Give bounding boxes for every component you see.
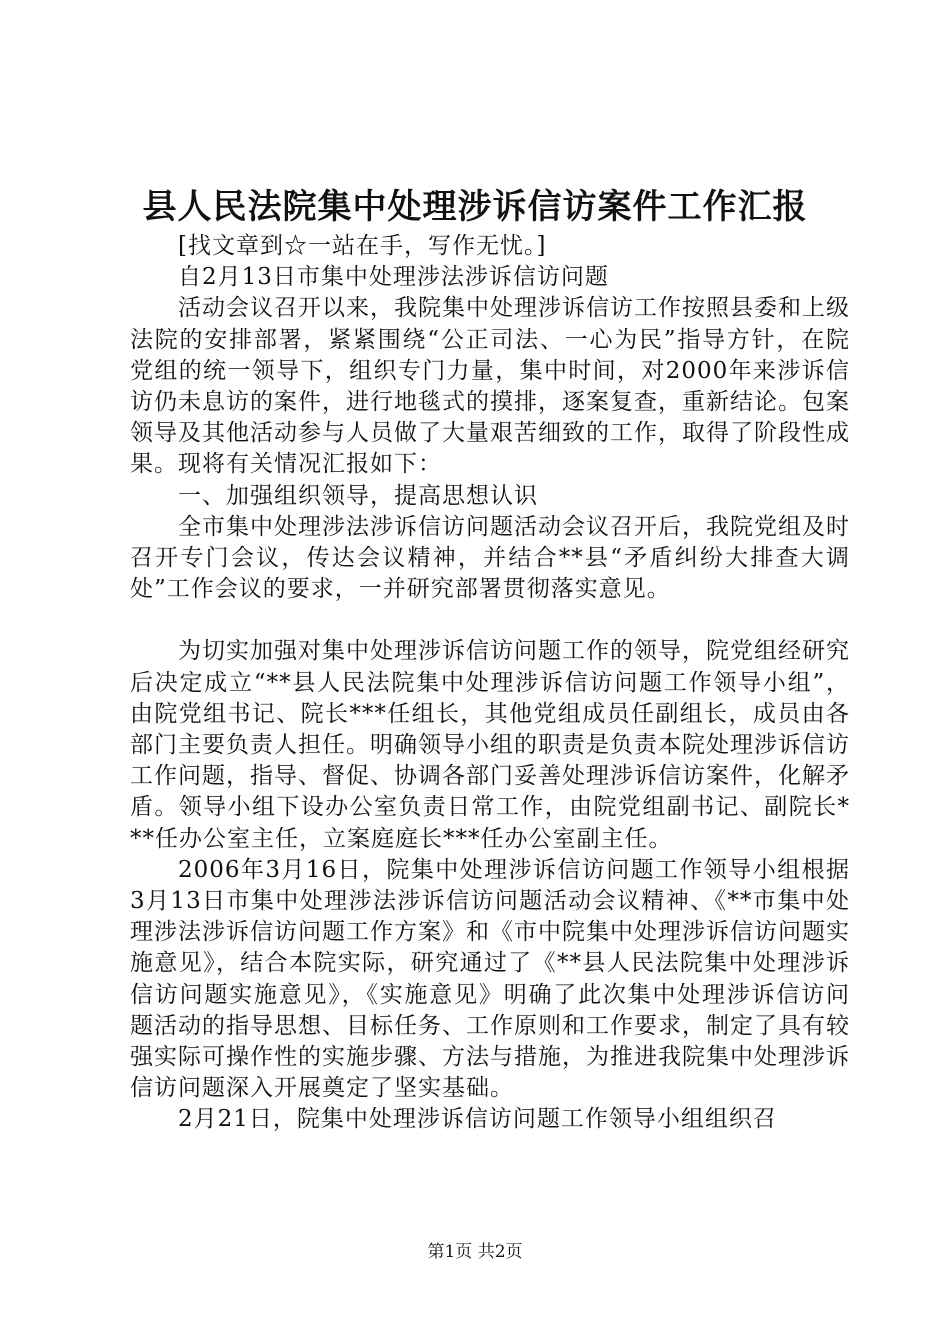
paragraph-intro-line: 自2月13日市集中处理涉法涉诉信访问题 [178,264,609,291]
paragraph-feb21: 2月21日，院集中处理涉诉信访问题工作领导小组组织召 [178,1106,777,1133]
paragraph-meeting: 全市集中处理涉法涉诉信访问题活动会议召开后，我院党组及时召开专门会议，传达会议精神，并结合**县“矛盾纠纷大排查大调处”工作会议的要求，一并研究部署贯彻落实意见。 [130,513,850,603]
page-footer: 第1页 共2页 [427,1242,523,1262]
section-heading-1: 一、加强组织领导，提高思想认识 [178,482,538,509]
document-title: 县人民法院集中处理涉诉信访案件工作汇报 [142,187,808,227]
paragraph-intro: 活动会议召开以来，我院集中处理涉诉信访工作按照县委和上级法院的安排部署，紧紧围绕“公正司法、一心为民”指导方针，在院党组的统一领导下，组织专门力量，集中时间，对2000年来涉诉信访仍未息访的案件，进行地毯式的摸排，逐案复查，重新结论。包案领导及其他活动参与人员做了大量艰苦细致的工作，取得了阶段性成果。现将有关情况汇报如下： [130,295,850,478]
document-body [130,231,850,1136]
paragraph-leadership-group: 为切实加强对集中处理涉诉信访问题工作的领导，院党组经研究后决定成立“**县人民法院集中处理涉诉信访问题工作领导小组”，由院党组书记、院长***任组长，其他党组成员任副组长，成员由各部门主要负责人担任。明确领导小组的职责是负责本院处理涉诉信访工作问题，指导、督促、协调各部门妥善处理涉诉信访案件，化解矛盾。领导小组下设办公室负责日常工作，由院党组副书记、副院长***任办公室主任，立案庭庭长***任办公室副主任。 [130,638,850,852]
paragraph-promo: [找文章到☆一站在手，写作无忧。] [178,233,547,259]
paragraph-implementation: 2006年3月16日，院集中处理涉诉信访问题工作领导小组根据3月13日市集中处理涉法涉诉信访问题活动会议精神、《**市集中处理涉法涉诉信访问题工作方案》和《市中院集中处理涉诉信访问题实施意见》，结合本院实际，研究通过了《**县人民法院集中处理涉诉信访问题实施意见》，《实施意见》明确了此次集中处理涉诉信访问题活动的指导思想、目标任务、工作原则和工作要求，制定了具有较强实际可操作性的实施步骤、方法与措施，为推进我院集中处理涉诉信访问题深入开展奠定了坚实基础。 [130,856,850,1102]
